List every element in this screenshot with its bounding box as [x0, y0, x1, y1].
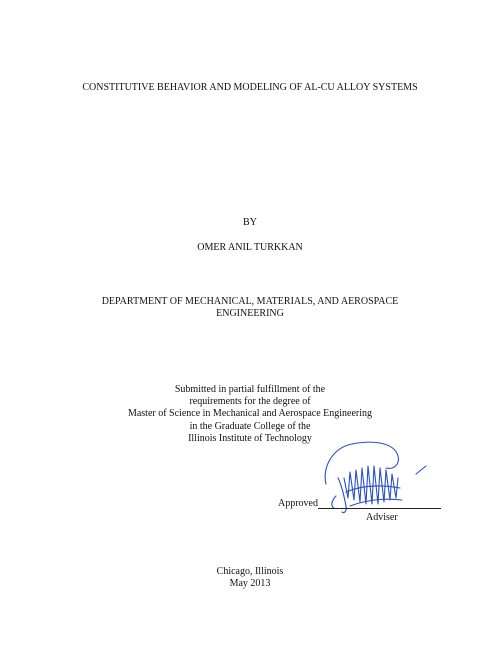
- thesis-title: CONSTITUTIVE BEHAVIOR AND MODELING OF AL-CU ALLOY SYSTEMS: [82, 82, 418, 93]
- signature-strokes: [325, 442, 426, 512]
- approved-label: Approved: [278, 498, 318, 509]
- submission-line-2: requirements for the degree of: [189, 396, 311, 408]
- submission-line-3: Master of Science in Mechanical and Aerospace Engineering: [127, 408, 373, 420]
- signature-line: [318, 508, 441, 509]
- submission-line-5: Illinois Institute of Technology: [188, 432, 312, 444]
- department-line-2: ENGINEERING: [216, 308, 284, 319]
- submission-line-4: in the Graduate College of the: [189, 420, 311, 432]
- handwritten-signature: [320, 434, 440, 518]
- submission-line-1: Submitted in partial fulfillment of the: [174, 384, 326, 395]
- submission-date: May 2013: [229, 578, 271, 589]
- by-label: BY: [243, 217, 257, 228]
- department-line-1: DEPARTMENT OF MECHANICAL, MATERIALS, AND AEROSPACE: [101, 296, 399, 307]
- author-name: OMER ANIL TURKKAN: [197, 242, 303, 253]
- adviser-label: Adviser: [366, 512, 398, 523]
- location: Chicago, Illinois: [216, 566, 284, 577]
